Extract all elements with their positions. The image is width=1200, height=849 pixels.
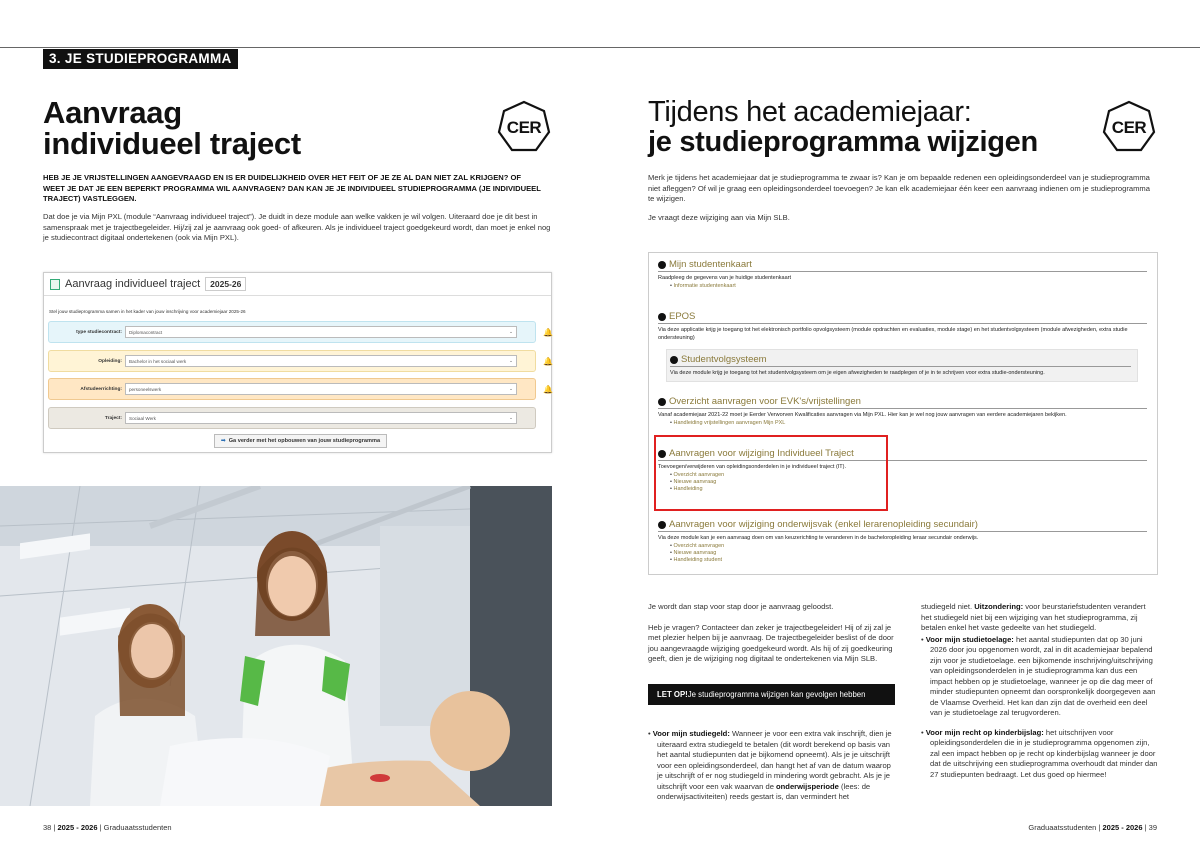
slb-block-epos: [658, 311, 1147, 342]
bullet-text: het aantal studiepunten dat op 30 juni 2026 door jou opgenomen wordt, zal in dit academiejaar bepalend zijn voor je studietoelage. een bijkomende inschrijving/uitschrijving van opleidingsonderdelen in je studieprogramma kan dus een impact hebben op je studietoelage, wanneer je op die dag meer of minder studiepunten opneemt dan oorspronkelijk doorgegeven aan de Vlaamse Overheid. Het kan dan zijn dat de overheid een deel van je studietoelage zal terugvorderen.: [930, 634, 1156, 717]
select-value: personeelswerk: [129, 386, 162, 392]
bullet-text: het uitschrijven voor opleidingsonderdelen die in je studieprogramma opgenomen zijn, zal een impact hebben op je recht op kinderbijslag wanneer je door dat de uitschrijving een studieprogramma overhoudt dat minder dan 27 studiepunten bedraagt. Let dus goed op hiermee!: [930, 727, 1158, 779]
nursing-students-photo: [0, 486, 552, 806]
bullet-icon: [658, 261, 666, 269]
chevron-down-icon: ⌄: [509, 358, 513, 363]
select-value: Diplomacontract: [129, 329, 163, 335]
paragraph-text: voor beurstariefstudenten verandert het studiegeld niet bij een wijziging van het studieprogramma, zij betalen enkel het vaste gedeelte van het studiegeld.: [921, 602, 1146, 632]
slb-block-text: Via deze module krijg je toegang tot het studentvolgsysteem om je eigen afwezigheden te raadplegen of je in te schrijven voor extra studie-ondersteuning.: [670, 370, 1045, 376]
left-lead: HEB JE JE VRIJSTELLINGEN AANGEVRAAGD EN IS ER DUIDELIJKHEID OVER HET FEIT OF JE ZE AL DAN NIET ZAL KRIJGEN? OF WEET JE DAT JE EEN BEPERKT PROGRAMMA WIL AANVRAGEN? DAN KAN JE JE INDIVIDUEEL STUDIEPROGRAMMA (JE INDIVIDUEEL TRAJECT) VASTLEGGEN.: [43, 173, 541, 203]
continue-button[interactable]: [214, 434, 387, 448]
form-label: Opleiding:: [98, 358, 122, 364]
right-title-line1: Tijdens het academiejaar:: [648, 96, 972, 128]
slb-block-text: Vanaf academiejaar 2021-22 moet je Eerder Verworven Kwalificaties aanvragen via Mijn PXL. Hier kan je wel nog jouw aanvragen van eerdere academiejaren bekijken.: [658, 412, 1067, 418]
left-body: Dat doe je via Mijn PXL (module “Aanvraag individueel traject”). Je duidt in deze module aan welke vakken je wil volgen. Uiteraard doe je dit best in samenspraak met je trajectbegeleider. Hij/zij zal je aanvraag ook goed- of afkeuren. Als je individueel traject goedgekeurd wordt, dan moet je enkel nog je studiecontract digitaal ondertekenen (ook via Mijn PXL).: [43, 212, 551, 242]
afstudeerrichting-select[interactable]: [125, 383, 517, 395]
slb-block-text: Via deze module kan je een aanvraag doen om van keuzerichting te veranderen in de bacheloropleiding leraar secundair onderwijs.: [658, 535, 979, 541]
bullet-text: Wanneer je voor een extra vak inschrijft, dien je uiteraard extra studiegeld te betalen (dit wordt berekend op basis van het aantal studiepunten dat je bijkomend opneemt). Als je je uitschrijft voor een opleidingsonderdeel, dan hangt het af van de datum waarop je uitschrijft of er nog studiegeld in mindering wordt gebracht. Als je je uitschrijft voor een vak waarvan de: [657, 729, 892, 791]
form-icon: [50, 279, 60, 290]
warning-label: LET OP!: [657, 690, 688, 699]
slb-block-title[interactable]: Studentvolgsysteem: [681, 354, 767, 365]
paragraph: Heb je vragen? Contacteer dan zeker je trajectbegeleider! Hij of zij zal je met plezier helpen bij je aanvraag. De trajectbegeleider beslist of de door jou aangevraagde wijziging goedgekeurd wordt. Als hij of zij goedkeuring geeft, dien je de wijziging nog digitaal te ondertekenen via Mijn SLB.: [648, 622, 894, 663]
paragraph-emphasis: Uitzondering:: [974, 602, 1024, 611]
slb-block-title[interactable]: Mijn studentenkaart: [669, 259, 752, 270]
form-row-traject: [48, 407, 536, 429]
page-number: 39: [1148, 823, 1157, 832]
bullet-emphasis: onderwijsperiode: [776, 781, 839, 791]
cer-label: CER: [506, 118, 542, 137]
bullet-icon: [658, 313, 666, 321]
chevron-down-icon: ⌄: [509, 329, 513, 334]
form-label: Afstudeerrichting:: [80, 386, 122, 392]
form-row-afstudeerrichting: [48, 378, 553, 400]
cer-badge-left: [496, 100, 552, 156]
right-title-line2: je studieprogramma wijzigen: [648, 126, 1038, 158]
bullet-icon: [658, 398, 666, 406]
bullet-studiegeld: • Voor mijn studiegeld: Wanneer je voor een extra vak inschrijft, dien je uiteraard extra studiegeld te betalen (dit wordt berekend op basis van het aantal studiepunten dat je bijkomend opneemt). Als je je uitschrijft voor een opleidingsonderdeel, dan hangt het af van de datum waarop je uitschrijft of er nog studiegeld in mindering wordt gebracht. Als je je uitschrijft voor een vak waarvan de onderwijsperiode (lees: de onderwijsactiviteiten) reeds gestart is, dan vermindert het: [648, 729, 892, 801]
form-row-contract: [48, 321, 553, 343]
left-title-line2: individueel traject: [43, 126, 301, 161]
chevron-down-icon: ⌄: [509, 386, 513, 391]
cer-label: CER: [1111, 118, 1147, 137]
slb-block-studentenkaart: [658, 259, 1147, 290]
footer-text: Graduaatsstudenten: [103, 823, 172, 832]
highlight-box: [654, 435, 888, 511]
slb-block-text: Raadpleeg de gegevens van je huidige studentenkaart: [658, 275, 792, 281]
bullet-title: Voor mijn recht op kinderbijslag:: [925, 727, 1044, 737]
footer-year: 2025 - 2026: [57, 823, 98, 832]
form-title: Aanvraag individueel traject: [65, 278, 201, 290]
form-year: 2025-26: [205, 277, 246, 291]
slb-link[interactable]: • Handleiding student: [670, 557, 1147, 564]
slb-block-title[interactable]: Overzicht aanvragen voor EVK's/vrijstellingen: [669, 396, 861, 407]
bullet-kinderbijslag: • Voor mijn recht op kinderbijslag: het uitschrijven voor opleidingsonderdelen die in je studieprogramma opgenomen zijn, zal een impact hebben op je recht op kinderbijslag wanneer je door dat de uitschrijving een studieprogramma overhoudt dat minder dan 27 studiepunten bedraagt. Let dus goed op hiermee!: [921, 727, 1158, 779]
right-column2: [921, 602, 1158, 780]
bullet-title: Voor mijn studietoelage:: [925, 634, 1014, 644]
footer-text: Graduaatsstudenten: [1028, 823, 1097, 832]
form-subtitle: Stel jouw studieprogramma samen in het kader van jouw inschrijving voor academiejaar 2025-26: [49, 309, 246, 314]
photo-illustration: [0, 486, 552, 806]
form-row-opleiding: [48, 350, 553, 372]
slb-block-title[interactable]: Aanvragen voor wijziging onderwijsvak (enkel lerarenopleiding secundair): [669, 519, 978, 530]
section-tag: 3. JE STUDIEPROGRAMMA: [43, 49, 238, 69]
footer-right: Graduaatsstudenten | 2025 - 2026 | 39: [1028, 823, 1157, 832]
mijn-slb-screenshot: [648, 252, 1158, 575]
slb-link[interactable]: • Handleiding: [670, 486, 1147, 493]
right-column1: [648, 602, 895, 665]
slb-block-onderwijsvak: [658, 519, 1147, 564]
slb-link[interactable]: • Overzicht aanvragen: [670, 543, 1147, 550]
slb-block-studentvolgsysteem: [666, 349, 1138, 382]
opleiding-select[interactable]: [125, 355, 517, 367]
slb-block-title[interactable]: EPOS: [669, 311, 696, 322]
contract-select[interactable]: [125, 326, 517, 338]
form-header: [44, 273, 551, 296]
warning-text: Je studieprogramma wijzigen kan gevolgen hebben: [687, 690, 866, 699]
traject-select[interactable]: [125, 412, 517, 424]
slb-block-evk: [658, 396, 1147, 427]
form-label: type studiecontract:: [76, 329, 122, 335]
footer-left: 38 | 2025 - 2026 | Graduaatsstudenten: [43, 823, 172, 832]
individual-trajectory-form: [43, 272, 552, 453]
bullet-icon: [658, 521, 666, 529]
continue-button-label: Ga verder met het opbouwen van jouw studieprogramma: [228, 438, 381, 444]
slb-link[interactable]: • Handleiding vrijstellingen aanvragen Mijn PXL: [670, 420, 1147, 427]
warning-banner: [648, 684, 895, 705]
bullet-text: (lees: de onderwijsactiviteiten) reeds gestart is, dan vermindert het: [657, 781, 871, 801]
slb-link[interactable]: • Overzicht aanvragen: [670, 472, 1147, 479]
cer-badge-right: [1101, 100, 1157, 156]
select-value: Bachelor in het sociaal werk: [129, 358, 187, 364]
bell-icon: 🔔: [543, 327, 553, 337]
select-value: Sociaal Werk: [129, 415, 156, 421]
paragraph: Je wordt dan stap voor stap door je aanvraag geloodst.: [648, 602, 834, 611]
slb-block-title[interactable]: Aanvragen voor wijziging Individueel Traject: [669, 448, 854, 459]
right-intro2: Je vraagt deze wijziging aan via Mijn SLB.: [648, 213, 790, 222]
top-rule: [0, 47, 1200, 48]
form-label: Traject:: [104, 415, 122, 421]
bell-icon: 🔔: [543, 356, 553, 366]
slb-link[interactable]: • Informatie studentenkaart: [670, 283, 1147, 290]
slb-block-text: Toevoegen/verwijderen van opleidingsonderdelen in je individueel traject (IT).: [658, 464, 847, 470]
slb-block-text: Via deze applicatie krijg je toegang tot het elektronisch portfolio opvolgsysteem (module opdrachten en evaluaties, module stage) en het studentvolgsysteem (module afwezigheden, extra studie ondersteuning): [658, 327, 1128, 341]
left-title: [43, 97, 301, 159]
slb-link[interactable]: • Nieuwe aanvraag: [670, 550, 1147, 557]
footer-year: 2025 - 2026: [1102, 823, 1143, 832]
page-number: 38: [43, 823, 52, 832]
arrow-right-icon: ➡: [221, 438, 226, 444]
chevron-down-icon: ⌄: [509, 415, 513, 420]
bullet-studietoelage: • Voor mijn studietoelage: het aantal studiepunten dat op 30 juni 2026 door jou opgenomen wordt, zal in dit academiejaar bepalend zijn voor je studietoelage. een bijkomende inschrijving/uitschrijving van opleidingsonderdelen in je studieprogramma kan dus een impact hebben op je studietoelage, wanneer je op die dag meer of minder studiepunten opneemt dan oorspronkelijk doorgegeven aan de Vlaamse Overheid. Het kan dan zijn dat de overheid een deel van je studietoelage zal terugvorderen.: [921, 634, 1156, 717]
bullet-title: Voor mijn studiegeld:: [652, 729, 730, 738]
left-title-line1: Aanvraag: [43, 95, 182, 130]
bullet-icon: [670, 356, 678, 364]
slb-link[interactable]: • Nieuwe aanvraag: [670, 479, 1147, 486]
paragraph-text: studiegeld niet.: [921, 602, 975, 611]
bell-icon: 🔔: [543, 384, 553, 394]
right-intro: Merk je tijdens het academiejaar dat je studieprogramma te zwaar is? Kan je om bepaalde redenen een opleidingsonderdeel van je studieprogramma niet afleggen? Of wil je graag een opleidingsonderdeel toevoegen? Je kan elk academiejaar één keer een aanvraag indienen om je studieprogramma te wijzigen.: [648, 173, 1150, 203]
